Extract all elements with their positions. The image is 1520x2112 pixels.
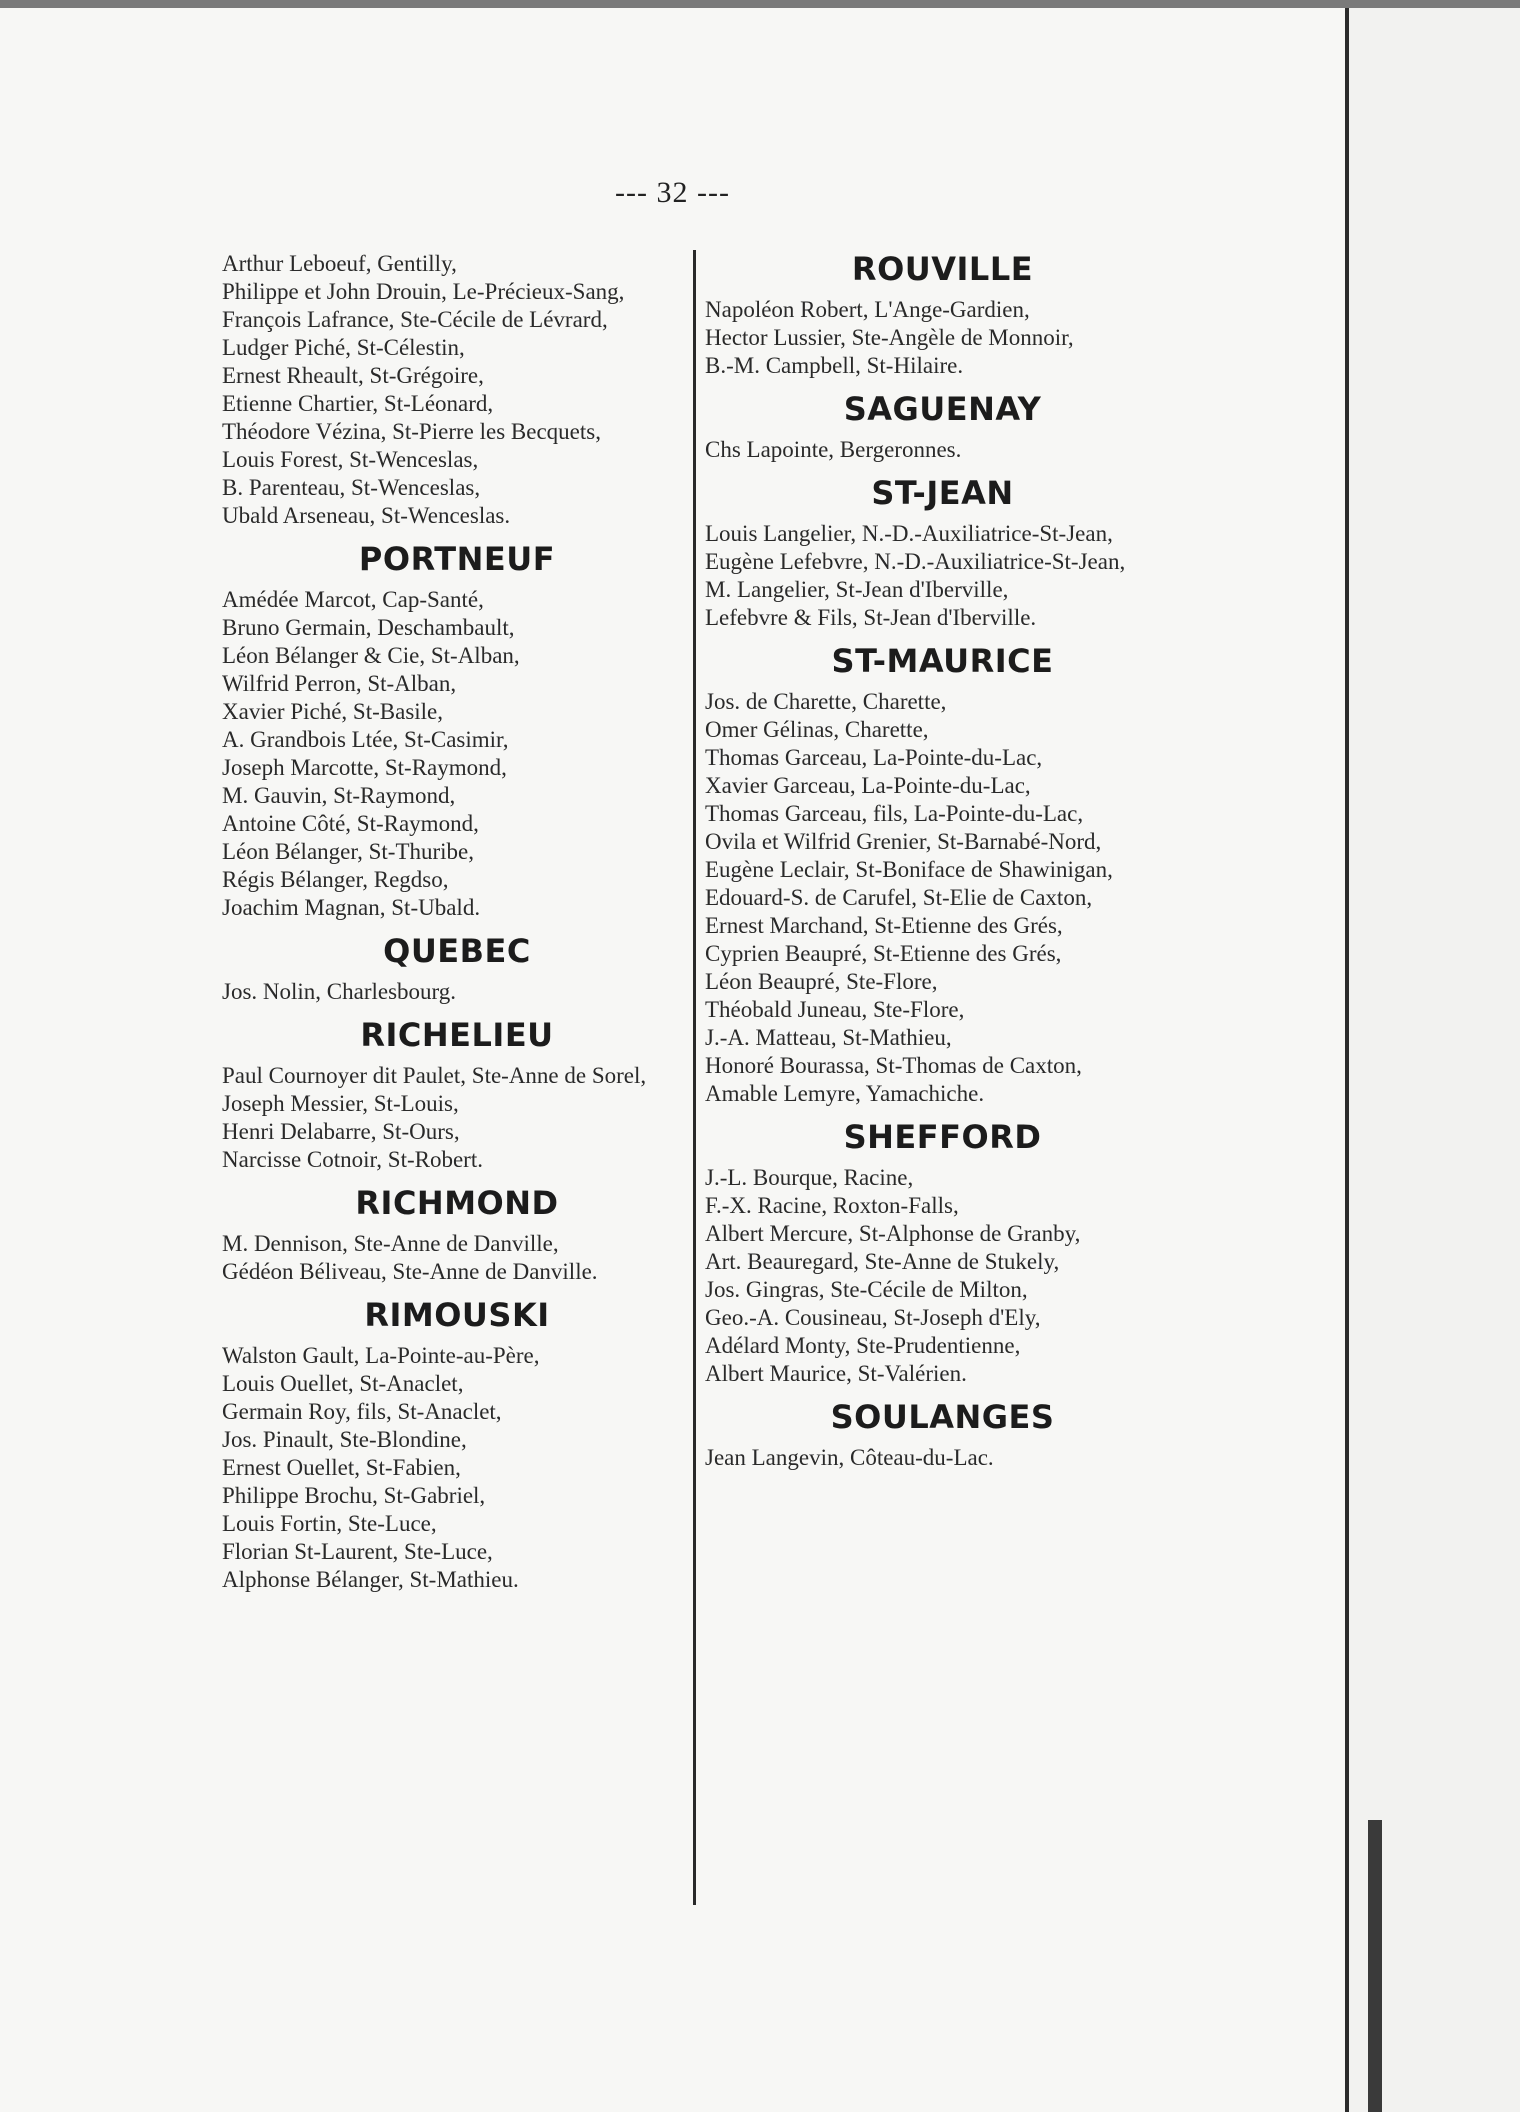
list-entry: J.-A. Matteau, St-Mathieu, xyxy=(705,1025,952,1050)
list-entry: Narcisse Cotnoir, St-Robert. xyxy=(222,1147,483,1172)
list-entry: Henri Delabarre, St-Ours, xyxy=(222,1119,460,1144)
list-entry: Ernest Ouellet, St-Fabien, xyxy=(222,1455,461,1480)
county-heading: RICHMOND xyxy=(355,1184,559,1222)
binding-line xyxy=(1345,8,1349,2112)
list-entry: Louis Forest, St-Wenceslas, xyxy=(222,447,479,472)
list-entry: Thomas Garceau, La-Pointe-du-Lac, xyxy=(705,745,1043,770)
list-entry: Alphonse Bélanger, St-Mathieu. xyxy=(222,1567,519,1592)
list-entry: Ubald Arseneau, St-Wenceslas. xyxy=(222,503,511,528)
list-entry: Geo.-A. Cousineau, St-Joseph d'Ely, xyxy=(705,1305,1041,1330)
list-entry: Joseph Messier, St-Louis, xyxy=(222,1091,459,1116)
list-entry: Adélard Monty, Ste-Prudentienne, xyxy=(705,1333,1021,1358)
county-heading: ROUVILLE xyxy=(851,250,1034,288)
list-entry: Louis Langelier, N.-D.-Auxiliatrice-St-Jean, xyxy=(705,521,1113,546)
list-entry: Philippe et John Drouin, Le-Précieux-Sang, xyxy=(222,279,625,304)
county-heading: RICHELIEU xyxy=(360,1016,554,1054)
list-entry: Joachim Magnan, St-Ubald. xyxy=(222,895,481,920)
column-divider xyxy=(693,250,696,1905)
list-entry: Paul Cournoyer dit Paulet, Ste-Anne de Sorel, xyxy=(222,1063,647,1088)
list-entry: M. Gauvin, St-Raymond, xyxy=(222,783,456,808)
list-entry: Théodore Vézina, St-Pierre les Becquets, xyxy=(222,419,601,444)
list-entry: Ernest Marchand, St-Etienne des Grés, xyxy=(705,913,1063,938)
list-entry: Germain Roy, fils, St-Anaclet, xyxy=(222,1399,502,1424)
list-entry: Gédéon Béliveau, Ste-Anne de Danville. xyxy=(222,1259,598,1284)
list-entry: Eugène Lefebvre, N.-D.-Auxiliatrice-St-Jean, xyxy=(705,549,1126,574)
list-entry: B.-M. Campbell, St-Hilaire. xyxy=(705,353,964,378)
list-entry: François Lafrance, Ste-Cécile de Lévrard, xyxy=(222,307,608,332)
list-entry: Joseph Marcotte, St-Raymond, xyxy=(222,755,507,780)
list-entry: Lefebvre & Fils, St-Jean d'Iberville. xyxy=(705,605,1037,630)
county-heading: RIMOUSKI xyxy=(364,1296,550,1334)
county-heading: PORTNEUF xyxy=(358,540,556,578)
list-entry: Chs Lapointe, Bergeronnes. xyxy=(705,437,962,462)
list-entry: Jos. Gingras, Ste-Cécile de Milton, xyxy=(705,1277,1028,1302)
list-entry: A. Grandbois Ltée, St-Casimir, xyxy=(222,727,509,752)
list-entry: Omer Gélinas, Charette, xyxy=(705,717,929,742)
list-entry: Amable Lemyre, Yamachiche. xyxy=(705,1081,985,1106)
list-entry: Jos. Nolin, Charlesbourg. xyxy=(222,979,457,1004)
list-entry: Jean Langevin, Côteau-du-Lac. xyxy=(705,1445,994,1470)
list-entry: Léon Bélanger, St-Thuribe, xyxy=(222,839,475,864)
county-heading: SAGUENAY xyxy=(843,390,1042,428)
county-heading: SHEFFORD xyxy=(843,1118,1042,1156)
list-entry: B. Parenteau, St-Wenceslas, xyxy=(222,475,481,500)
left-column xyxy=(222,250,692,1594)
list-entry: Florian St-Laurent, Ste-Luce, xyxy=(222,1539,493,1564)
list-entry: Cyprien Beaupré, St-Etienne des Grés, xyxy=(705,941,1062,966)
binding-tab xyxy=(1368,1820,1382,2112)
list-entry: Thomas Garceau, fils, La-Pointe-du-Lac, xyxy=(705,801,1084,826)
list-entry: Arthur Leboeuf, Gentilly, xyxy=(222,251,457,276)
page-number: --- 32 --- xyxy=(615,176,730,209)
list-entry: Ludger Piché, St-Célestin, xyxy=(222,335,465,360)
list-entry: Xavier Piché, St-Basile, xyxy=(222,699,444,724)
list-entry: Art. Beauregard, Ste-Anne de Stukely, xyxy=(705,1249,1060,1274)
list-entry: Jos. Pinault, Ste-Blondine, xyxy=(222,1427,467,1452)
list-entry: Etienne Chartier, St-Léonard, xyxy=(222,391,494,416)
list-entry: Albert Maurice, St-Valérien. xyxy=(705,1361,967,1386)
county-heading: ST-JEAN xyxy=(871,474,1014,512)
list-entry: Hector Lussier, Ste-Angèle de Monnoir, xyxy=(705,325,1074,350)
list-entry: Philippe Brochu, St-Gabriel, xyxy=(222,1483,486,1508)
list-entry: Léon Bélanger & Cie, St-Alban, xyxy=(222,643,520,668)
right-column xyxy=(705,250,1180,1472)
list-entry: Ovila et Wilfrid Grenier, St-Barnabé-Nord, xyxy=(705,829,1102,854)
list-entry: Edouard-S. de Carufel, St-Elie de Caxton, xyxy=(705,885,1093,910)
county-heading: ST-MAURICE xyxy=(831,642,1054,680)
page-margin xyxy=(1345,8,1520,2112)
list-entry: Napoléon Robert, L'Ange-Gardien, xyxy=(705,297,1030,322)
list-entry: Albert Mercure, St-Alphonse de Granby, xyxy=(705,1221,1081,1246)
list-entry: Léon Beaupré, Ste-Flore, xyxy=(705,969,938,994)
list-entry: Régis Bélanger, Regdso, xyxy=(222,867,449,892)
list-entry: Amédée Marcot, Cap-Santé, xyxy=(222,587,484,612)
list-entry: Honoré Bourassa, St-Thomas de Caxton, xyxy=(705,1053,1082,1078)
list-entry: Louis Fortin, Ste-Luce, xyxy=(222,1511,437,1536)
list-entry: Wilfrid Perron, St-Alban, xyxy=(222,671,457,696)
list-entry: M. Langelier, St-Jean d'Iberville, xyxy=(705,577,1009,602)
list-entry: Eugène Leclair, St-Boniface de Shawinigan, xyxy=(705,857,1113,882)
county-heading: SOULANGES xyxy=(830,1398,1055,1436)
list-entry: Bruno Germain, Deschambault, xyxy=(222,615,515,640)
list-entry: F.-X. Racine, Roxton-Falls, xyxy=(705,1193,959,1218)
list-entry: Xavier Garceau, La-Pointe-du-Lac, xyxy=(705,773,1031,798)
list-entry: Jos. de Charette, Charette, xyxy=(705,689,947,714)
list-entry: Théobald Juneau, Ste-Flore, xyxy=(705,997,965,1022)
list-entry: Ernest Rheault, St-Grégoire, xyxy=(222,363,484,388)
list-entry: M. Dennison, Ste-Anne de Danville, xyxy=(222,1231,559,1256)
list-entry: J.-L. Bourque, Racine, xyxy=(705,1165,914,1190)
list-entry: Antoine Côté, St-Raymond, xyxy=(222,811,479,836)
county-heading: QUEBEC xyxy=(383,932,531,970)
list-entry: Louis Ouellet, St-Anaclet, xyxy=(222,1371,464,1396)
list-entry: Walston Gault, La-Pointe-au-Père, xyxy=(222,1343,540,1368)
